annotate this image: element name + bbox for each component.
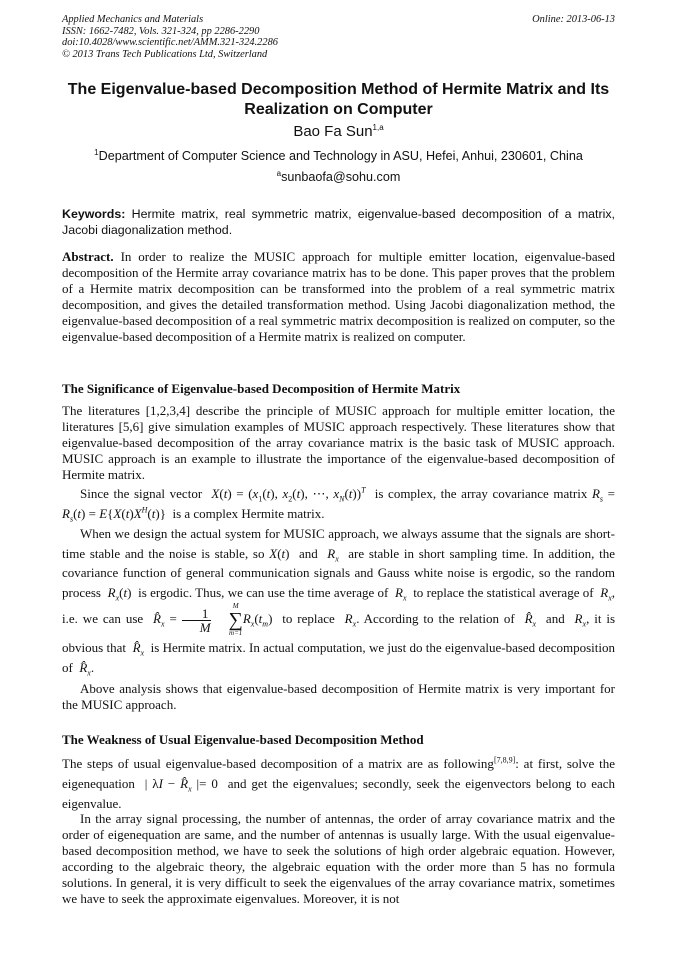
paragraph: In the array signal processing, the number of antennas, the order of array covariance matrix and the order of eigenequation are same, and the number of antennas is usually large. With the usual eigenvalue-based decomposition method, we have to seek the solutions of high order algebraic equation. However, according to the algebraic theory, the algebraic equation with the order more than 5 has no formula solutions. In general, it is very difficult to seek the eigenvalues of the array covariance matrix, sometimes we have to seek the approximate eigenvalues. Moreover, it is not bbox=[62, 811, 615, 906]
text: and bbox=[298, 545, 318, 561]
email-sup: a bbox=[276, 168, 282, 178]
author-name: Bao Fa Sun bbox=[293, 123, 373, 140]
text: Since the signal vector bbox=[80, 486, 203, 501]
math-estimate-formula: $R̂_x$ = $\frac{1}{M}$ M ∑ m=1 $R_x(t_m)$ bbox=[153, 602, 273, 637]
text: to replace the statistical average of bbox=[413, 584, 594, 600]
author-sup: 1,a bbox=[372, 123, 384, 132]
text: to replace bbox=[282, 610, 335, 626]
abstract-label: Abstract. bbox=[62, 249, 114, 264]
abstract bbox=[62, 249, 615, 345]
online-date: Online: 2013-06-13 bbox=[532, 14, 615, 25]
paragraph: Above analysis shows that eigenvalue-based decomposition of Hermite matrix is very important for the MUSIC approach. bbox=[62, 681, 615, 712]
text: The steps of usual eigenvalue-based decomposition of a matrix are as following bbox=[62, 756, 494, 771]
keywords-text: Hermite matrix, real symmetric matrix, eigenvalue-based decomposition of a matrix, Jacobi diagonalization method. bbox=[62, 207, 616, 237]
section-heading-1: The Significance of Eigenvalue-based Decomposition of Hermite Matrix bbox=[62, 381, 461, 396]
text: is Hermite matrix. In actual computation, we just do the eigenvalue-based decomposition of bbox=[62, 640, 616, 675]
text: , it is obvious that bbox=[62, 610, 616, 655]
text: are stable in short sampling time. In addition, the covariance function of general communication signals and Gauss white noise is ergodic, so the random process bbox=[62, 545, 616, 600]
math-covariance: $R_s$ bbox=[591, 486, 604, 504]
paper-title: The Eigenvalue-based Decomposition Method of Hermite Matrix and Its Realization on Computer bbox=[67, 81, 610, 118]
paragraph bbox=[62, 754, 615, 814]
email-text: sunbaofa@sohu.com bbox=[281, 170, 401, 184]
text: : at first, solve the eigenequation bbox=[62, 756, 616, 791]
journal-name: Applied Mechanics and Materials bbox=[62, 14, 204, 25]
math-signal-vector: X bbox=[211, 486, 220, 501]
doi: doi:10.4028/www.scientific.net/AMM.321-324.2286 bbox=[62, 37, 278, 48]
author bbox=[62, 123, 615, 140]
abstract-text: In order to realize the MUSIC approach for multiple emitter location, eigenvalue-based decomposition of the Hermite array covariance matrix has to be done. This paper proves that the problem of a Hermite matrix decomposition can be transformed into the problem of a real symmetric matrix decomposition, and gives the detailed transformation method. Using Jacobi diagonalization method, the eigenvalue-based decomposition of a real symmetric matrix decomposition is realized on computer, so the eigenvalue-based decomposition of a Hermite matrix is realized on computer. bbox=[62, 249, 615, 344]
copyright: © 2013 Trans Tech Publications Ltd, Switzerland bbox=[62, 48, 268, 60]
keywords bbox=[62, 206, 615, 238]
text: and get the eigenvalues; secondly, seek the eigenvectors belong to each eigenvalue. bbox=[62, 776, 616, 811]
text: . According to the relation of bbox=[356, 610, 515, 626]
math-eigenequation: | $\lambda I - R̂_x$ |= 0 bbox=[144, 776, 218, 794]
affiliation bbox=[62, 149, 615, 163]
email bbox=[62, 170, 615, 184]
text: is complex, the array covariance matrix bbox=[374, 486, 588, 501]
paragraph: Since the signal vector $X(t) = (x_1(t)$, $x_2(t)$, ⋯, $x_N(t))^T$ is complex, the array covariance matrix $R_s = R_s(t) = E\{X(t)X^H(t)\}$ is a complex Hermite matrix. bbox=[62, 485, 615, 524]
section-heading-2: The Weakness of Usual Eigenvalue-based Decomposition Method bbox=[62, 732, 424, 747]
text: , i.e. we can use bbox=[62, 584, 616, 626]
keywords-label: Keywords: bbox=[62, 207, 126, 221]
text: When we design the actual system for MUSIC approach, we always assume that the signals are short-time stable and the noise is stable, so bbox=[62, 526, 615, 561]
issn: ISSN: 1662-7482, Vols. 321-324, pp 2286-2290 bbox=[62, 25, 260, 37]
paragraph: The literatures [1,2,3,4] describe the principle of MUSIC approach for multiple emitter location, the literatures [5,6] give simulation examples of MUSIC approach respectively. These literatures show that eigenvalue-based decomposition of the array covariance matrix is the basic task of MUSIC approach. MUSIC approach is an example to illustrate the importance of the eigenvalue-based decomposition of Hermite matrix. bbox=[62, 403, 615, 482]
citation: [7,8,9] bbox=[493, 755, 516, 765]
text: and bbox=[545, 610, 565, 626]
affiliation-sup: 1 bbox=[94, 147, 99, 157]
paragraph: When we design the actual system for MUSIC approach, we always assume that the signals are short-time stable and the noise is stable, so X(t) and $R_x$ are stable in short sampling time. In addition, the covariance function of general communication signals and Gauss white noise is ergodic, so the random process $R_x(t)$ is ergodic. Thus, we can use the time average of $R_x$ to replace the statistical average of $R_x$, i.e. we can use $R̂_x$ = $\frac{1}{M}$ M ∑ m=1 $R_x(t_m)$ to replace $R_x$. According to the relation of $R̂_x$ and $R_x$, it is obvious that $R̂_x$ is Hermite matrix. In actual computation, we just do the eigenvalue-based decomposition of $R̂_x$. bbox=[62, 526, 616, 678]
text: is ergodic. Thus, we can use the time average of bbox=[138, 584, 389, 600]
affiliation-text: Department of Computer Science and Technology in ASU, Hefei, Anhui, 230601, China bbox=[98, 149, 583, 163]
text: is a complex Hermite matrix. bbox=[172, 506, 325, 521]
